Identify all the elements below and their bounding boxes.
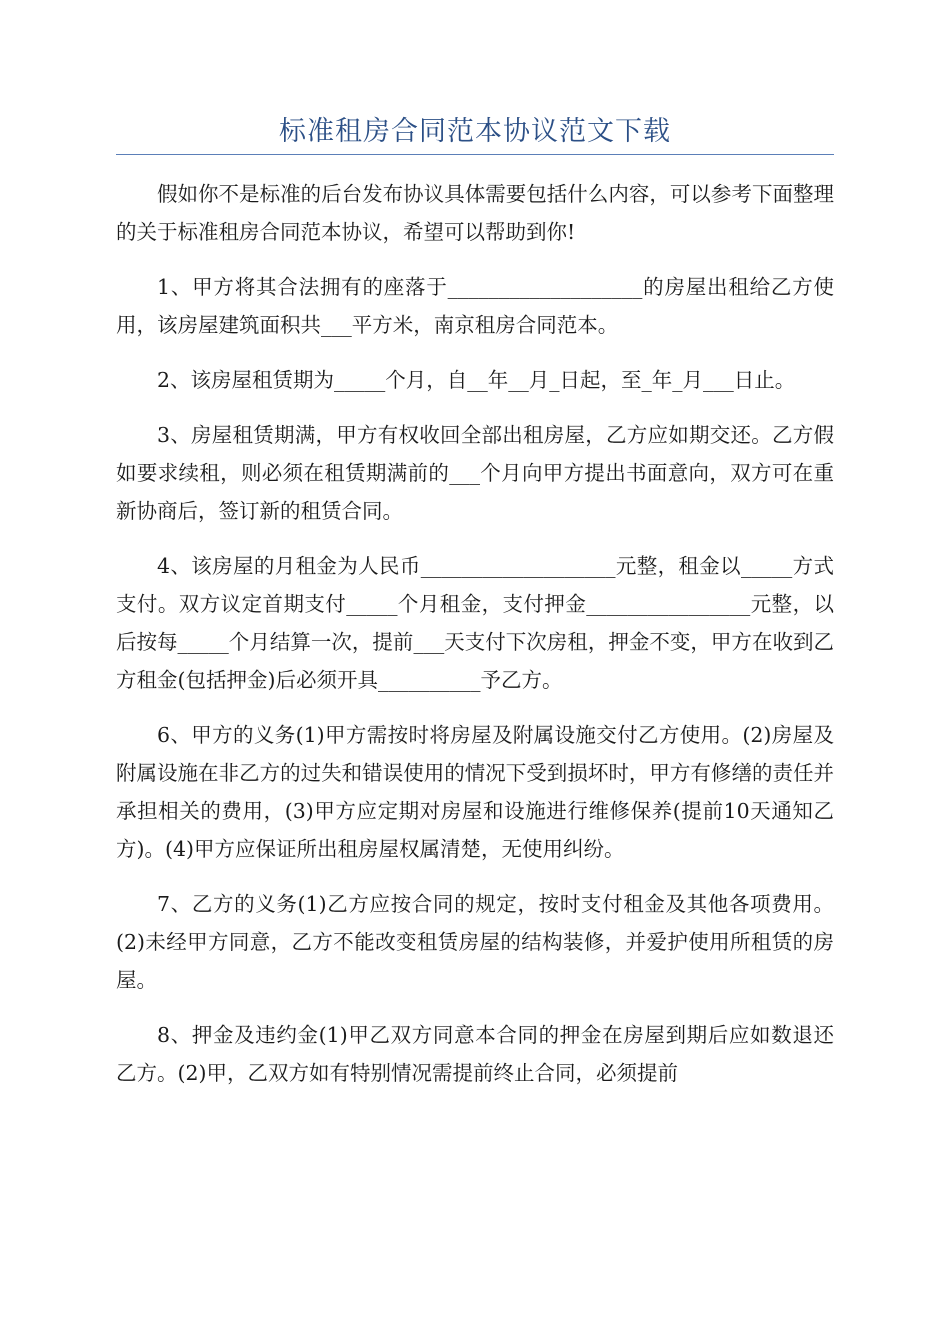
document-page xyxy=(116,112,834,1109)
clause-8-paragraph: 8、押金及违约金(1)甲乙双方同意本合同的押金在房屋到期后应如数退还乙方。(2)甲，乙双方如有特别情况需提前终止合同，必须提前 xyxy=(116,1023,834,1085)
clause-7-paragraph: 7、乙方的义务(1)乙方应按合同的规定，按时支付租金及其他各项费用。(2)未经甲方同意，乙方不能改变租赁房屋的结构装修，并爱护使用所租赁的房屋。 xyxy=(116,892,834,992)
clause-1-paragraph: 1、甲方将其合法拥有的座落于___________________的房屋出租给乙方使用，该房屋建筑面积共___平方米，南京租房合同范本。 xyxy=(116,275,834,337)
clause-3-paragraph: 3、房屋租赁期满，甲方有权收回全部出租房屋，乙方应如期交还。乙方假如要求续租，则必须在租赁期满前的___个月向甲方提出书面意向，双方可在重新协商后，签订新的租赁合同。 xyxy=(116,423,834,523)
intro-paragraph: 假如你不是标准的后台发布协议具体需要包括什么内容，可以参考下面整理的关于标准租房合同范本协议，希望可以帮助到你! xyxy=(116,182,834,244)
clause-4-paragraph: 4、该房屋的月租金为人民币___________________元整，租金以_____方式支付。双方议定首期支付_____个月租金，支付押金________________元整，以后按每_____个月结算一次，提前___天支付下次房租，押金不变，甲方在收到乙方租金(包括押金)后必须开具__________予乙方。 xyxy=(116,554,834,692)
clause-6-paragraph: 6、甲方的义务(1)甲方需按时将房屋及附属设施交付乙方使用。(2)房屋及附属设施在非乙方的过失和错误使用的情况下受到损坏时，甲方有修缮的责任并承担相关的费用，(3)甲方应定期对房屋和设施进行维修保养(提前10天通知乙方)。(4)甲方应保证所出租房屋权属清楚，无使用纠纷。 xyxy=(116,723,834,861)
document-title: 标准租房合同范本协议范文下载 xyxy=(279,116,671,147)
title-underline xyxy=(116,154,834,155)
clause-2-paragraph: 2、该房屋租赁期为_____个月，自__年__月_日起，至_年_月___日止。 xyxy=(157,368,796,392)
